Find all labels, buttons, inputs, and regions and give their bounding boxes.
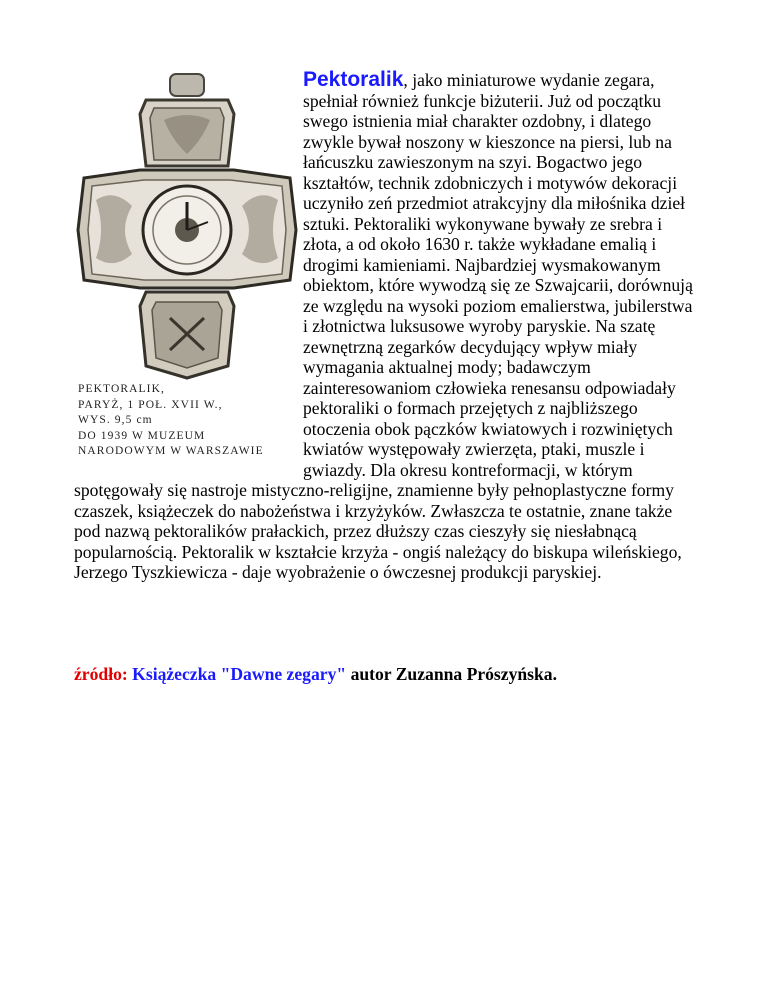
caption-line: PEKTORALIK, <box>78 383 165 395</box>
caption-line: PARYŻ, 1 POŁ. XVII W., <box>78 398 223 411</box>
source-book: Książeczka "Dawne zegary" <box>132 664 347 684</box>
article-body: , jako miniaturowe wydanie zegara, spełniał również funkcje biżuterii. Już od początku swego istnienia miał charakter ozdobny, i dlatego zwykle bywał noszony w kieszonce na piersi, lub na łańcuszku zawieszonym na szyi. Bogactwo jego kształtów, technik zdobniczych i motywów dekoracji uczyniło zeń przedmiot atrakcyjny dla miłośnika dzieł sztuki. Pektoraliki wykonywane bywały ze srebra i złota, a od około 1630 r. także wykładane emalią i drogimi kamieniami. Najbardziej wysmakowanym obiektom, które wywodzą się ze Szwajcarii, dorównują ze względu na wysoki poziom emalierstwa, jubilerstwa i złotnictwa luksusowe wyroby paryskie. Na szatę zewnętrzną zegarków decydujący wpływ miały wymagania aktualnej mody; badawczym zainteresowaniom człowieka renesansu odpowiadały pektoraliki o formach przejętych z najbliższego otoczenia obok pączków kwiatowych i rozwiniętych kwiatów występowały zwierzęta, ptaki, muszle i gwiazdy. Dla okresu kontreformacji, w którym spotęgowały się nastroje mistyczno-religijne, znamienne były pełnoplastyczne formy czaszek, książeczek do nabożeństwa i krzyżyków. Zwłaszcza te ostatnie, znane także pod nazwą pektoralików prałackich, przez dłuższy czas cieszyły się niesłabnącą popularnością. Pektoralik w kształcie krzyża - ongiś należący do biskupa wileńskiego, Jerzego Tyszkiewicza - daje wyobrażenie o ówczesnej produkcji paryskiej. <box>74 70 693 582</box>
source-author: autor Zuzanna Prószyńska. <box>350 664 557 684</box>
image-wrap-spacer <box>74 70 303 460</box>
caption-line: DO 1939 W MUZEUM <box>78 429 206 442</box>
source-label: źródło: <box>74 664 128 684</box>
article-text <box>74 70 694 583</box>
source-line <box>74 664 557 685</box>
caption-line: WYS. 9,5 cm <box>78 414 153 426</box>
caption-line: NARODOWYM W WARSZAWIE <box>78 445 264 457</box>
article-title: Pektoralik <box>303 68 404 91</box>
